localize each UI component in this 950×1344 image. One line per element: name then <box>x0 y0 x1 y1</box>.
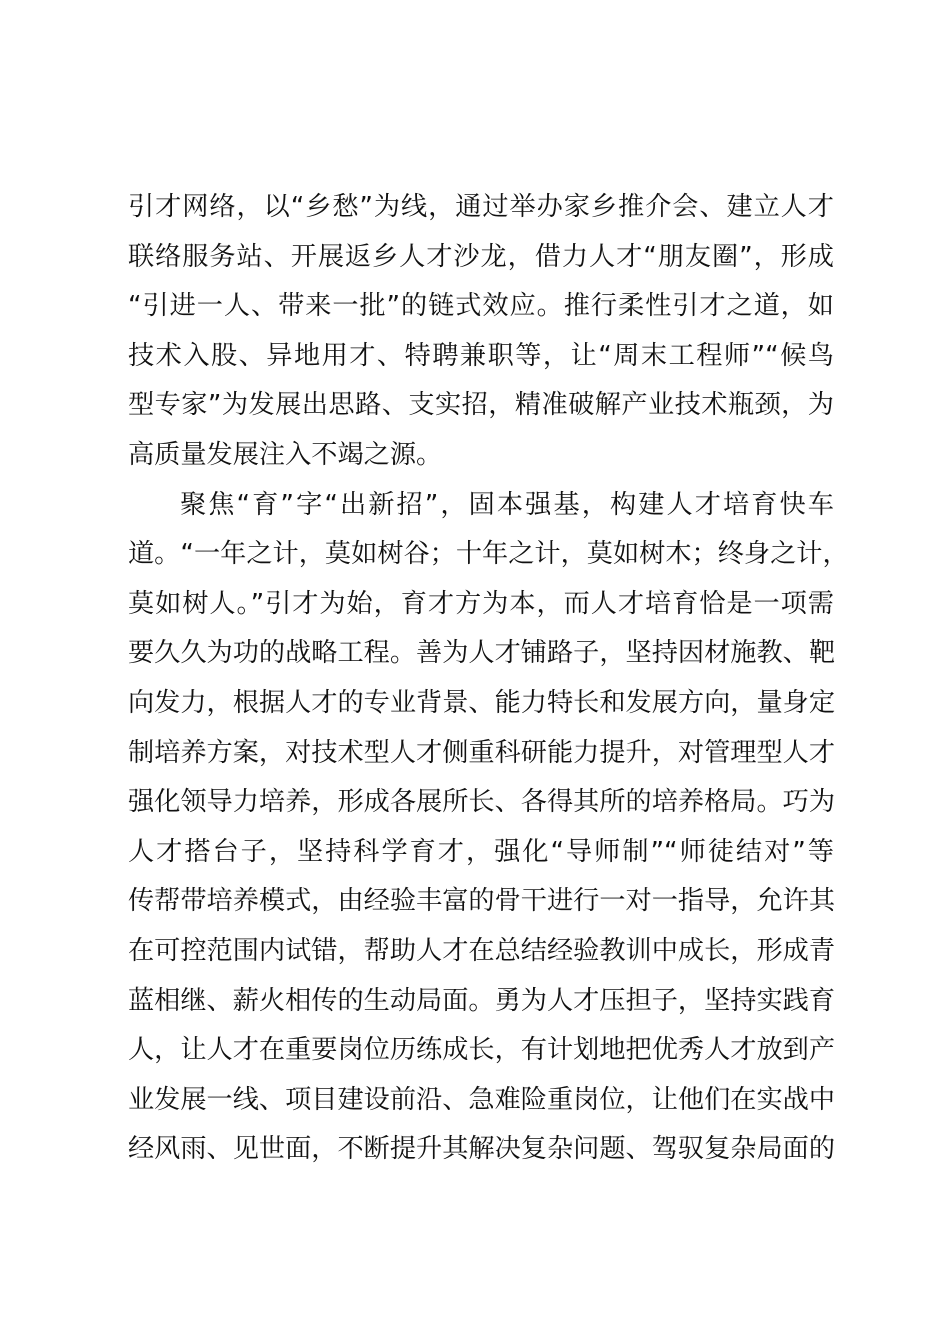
text-line: 联络服务站、开展返乡人才沙龙，借力人才“朋友圈”，形成 <box>128 241 834 272</box>
text-line: 向发力，根据人才的专业背景、能力特长和发展方向，量身定 <box>128 687 836 718</box>
text-line: 型专家”为发展出思路、支实招，精准破解产业技术瓶颈，为 <box>128 390 834 421</box>
text-line: 业发展一线、项目建设前沿、急难险重岗位，让他们在实战中 <box>128 1084 836 1115</box>
text-line: 强化领导力培养，形成各展所长、各得其所的培养格局。巧为 <box>128 787 836 818</box>
text-line: “引进一人、带来一批”的链式效应。推行柔性引才之道，如 <box>128 291 834 322</box>
text-line: 人，让人才在重要岗位历练成长，有计划地把优秀人才放到产 <box>128 1035 836 1066</box>
text-line: 人才搭台子，坚持科学育才，强化“导师制”“师徒结对”等 <box>128 836 834 867</box>
text-line: 莫如树人。”引才为始，育才方为本，而人才培育恰是一项需 <box>128 588 834 619</box>
body-text <box>128 183 849 1175</box>
text-line: 传帮带培养模式，由经验丰富的骨干进行一对一指导，允许其 <box>128 886 836 917</box>
text-line: 高质量发展注入不竭之源。 <box>128 439 443 470</box>
text-line: 在可控范围内试错，帮助人才在总结经验教训中成长，形成青 <box>128 935 836 966</box>
text-line: 经风雨、见世面，不断提升其解决复杂问题、驾驭复杂局面的 <box>128 1134 836 1165</box>
text-line: 技术入股、异地用才、特聘兼职等，让“周末工程师”“候鸟 <box>128 340 834 371</box>
text-line: 要久久为功的战略工程。善为人才铺路子，坚持因材施教、靶 <box>128 638 836 669</box>
paragraph-first-line: 聚焦“育”字“出新招”，固本强基，构建人才培育快车 <box>180 489 834 520</box>
text-line: 蓝相继、薪火相传的生动局面。勇为人才压担子，坚持实践育 <box>128 985 836 1016</box>
text-line: 道。“一年之计，莫如树谷；十年之计，莫如树木；终身之计， <box>128 539 849 570</box>
text-line: 制培养方案，对技术型人才侧重科研能力提升，对管理型人才 <box>128 737 836 768</box>
text-line: 引才网络，以“乡愁”为线，通过举办家乡推介会、建立人才 <box>128 192 834 222</box>
